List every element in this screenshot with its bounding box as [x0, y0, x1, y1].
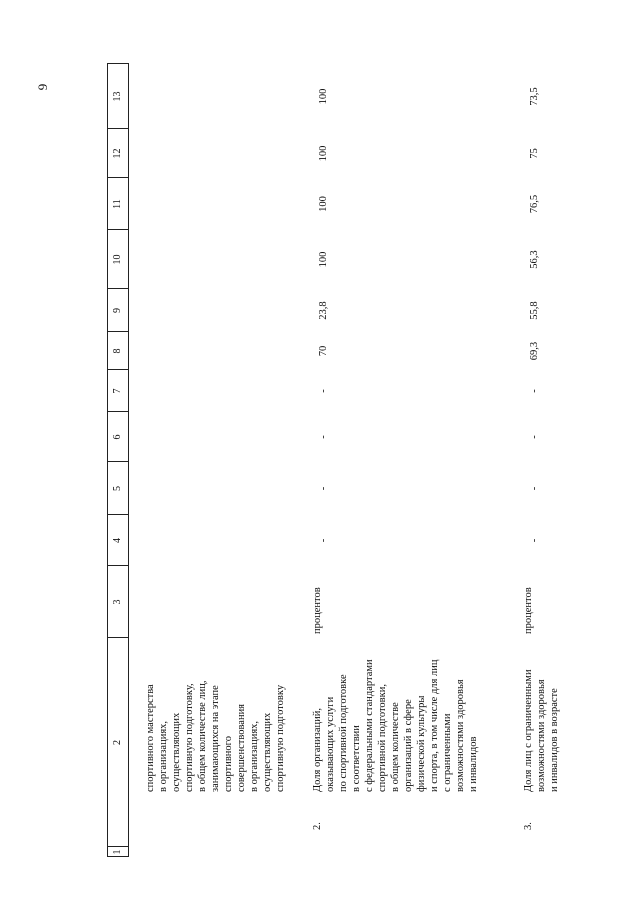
- row-label-line: по спортивной подготовке: [338, 674, 349, 792]
- header-col-1: 1: [112, 849, 123, 855]
- value-cell: 100: [318, 88, 329, 105]
- value-cell: 100: [318, 145, 329, 162]
- value-cell: -: [529, 486, 540, 491]
- header-col-10: 10: [112, 254, 123, 265]
- row-label-line: в организациях,: [158, 720, 169, 792]
- row-label-line: в соответствии: [351, 725, 362, 792]
- row-label-line: занимающихся на этапе: [210, 685, 221, 792]
- row-label-line: совершенствования: [236, 703, 247, 792]
- row-label-line: с федеральными стандартами: [364, 659, 375, 792]
- header-col-7: 7: [112, 388, 123, 394]
- header-col-3: 3: [112, 599, 123, 605]
- row-label-line: спортивную подготовку,: [184, 683, 195, 792]
- header-col-5: 5: [112, 486, 123, 491]
- row-unit: процентов: [312, 587, 323, 634]
- value-cell: 100: [318, 251, 329, 268]
- header-col-9: 9: [112, 308, 123, 313]
- row-label-line: осуществляющих: [171, 712, 182, 792]
- value-cell: 56,3: [529, 250, 540, 269]
- row-number: 2.: [312, 822, 323, 830]
- row-label-line: и спорта, в том числе для лиц: [429, 659, 440, 792]
- value-cell: -: [529, 389, 540, 393]
- value-cell: -: [529, 435, 540, 439]
- row-label-line: спортивную подготовку: [275, 684, 286, 792]
- value-cell: -: [529, 538, 540, 543]
- value-cell: -: [318, 538, 329, 543]
- row-label-line: возможностями здоровья: [455, 679, 466, 792]
- header-col-2: 2: [112, 740, 123, 745]
- row-number: 3.: [523, 822, 534, 830]
- row-label-line: организаций в сфере: [403, 699, 414, 792]
- row-unit: процентов: [523, 587, 534, 634]
- row-label-line: и инвалидов: [468, 736, 479, 792]
- value-cell: -: [318, 389, 329, 393]
- header-col-4: 4: [112, 538, 123, 543]
- value-cell: 69,3: [529, 341, 540, 361]
- value-cell: 76,5: [529, 194, 540, 214]
- value-cell: 100: [318, 196, 329, 212]
- row-label-line: Доля организаций,: [312, 708, 323, 792]
- row-label-line: Доля лиц с ограниченными: [523, 669, 534, 792]
- value-cell: -: [318, 435, 329, 439]
- row-label-line: спортивного: [223, 736, 234, 792]
- row-label-line: в организациях,: [249, 720, 260, 792]
- header-col-11: 11: [112, 199, 123, 209]
- page-number: 9: [35, 83, 50, 91]
- row-label-line: физической культуры: [416, 695, 427, 792]
- value-cell: 73,5: [529, 87, 540, 106]
- header-col-12: 12: [112, 148, 123, 159]
- row-label-line: с ограниченными: [442, 713, 453, 792]
- value-cell: 75: [529, 148, 540, 159]
- value-cell: 55,8: [529, 301, 540, 320]
- header-col-13: 13: [112, 91, 123, 102]
- row-label-line: в общем количестве: [390, 702, 401, 792]
- row-label-line: спортивной подготовки,: [377, 684, 388, 792]
- row-label-line: в общем количестве лиц,: [197, 680, 208, 792]
- row-label-line: возможностями здоровья: [536, 679, 547, 792]
- value-cell: 23,8: [318, 301, 329, 320]
- row-label-line: осуществляющих: [262, 712, 273, 792]
- value-cell: -: [318, 486, 329, 491]
- row-label-line: и инвалидов в возрасте: [549, 688, 560, 792]
- header-col-8: 8: [112, 348, 123, 354]
- row-label-line: спортивного мастерства: [145, 684, 156, 792]
- header-col-6: 6: [112, 434, 123, 440]
- value-cell: 70: [318, 345, 329, 357]
- row-label-line: оказывающих услуги: [325, 696, 336, 792]
